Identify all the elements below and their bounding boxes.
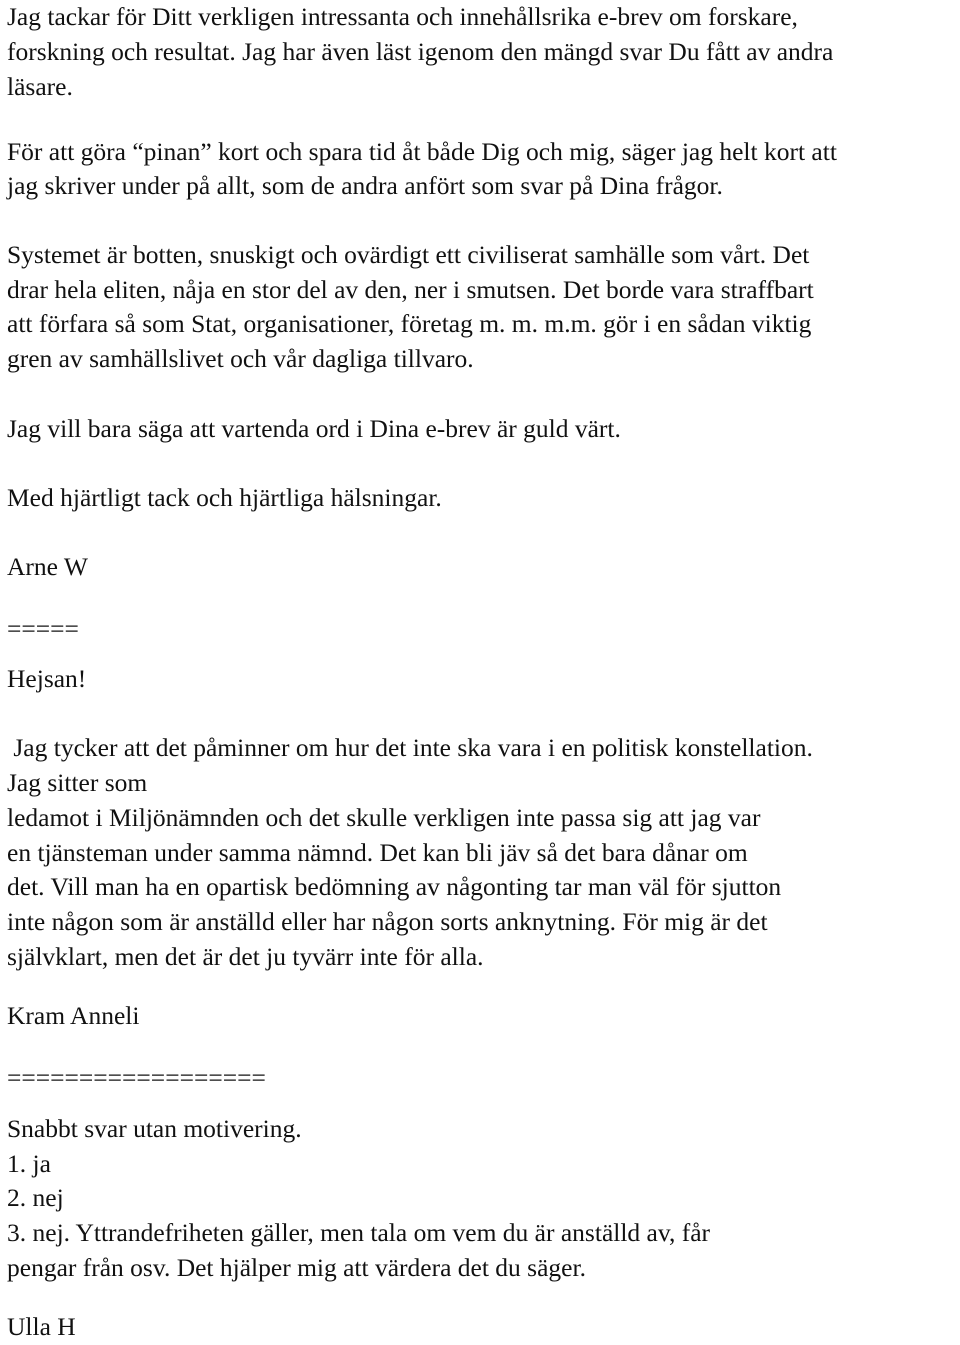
- signature: Arne W: [7, 552, 88, 581]
- closing-line: Med hjärtligt tack och hjärtliga hälsningar.: [7, 483, 442, 512]
- paragraph-line: Jag vill bara säga att vartenda ord i Dina e-brev är guld värt.: [7, 414, 621, 443]
- greeting: Hejsan!: [7, 664, 87, 693]
- paragraph-line: ledamot i Miljönämnden och det skulle verkligen inte passa sig att jag var: [7, 803, 761, 832]
- separator: ==================: [7, 1063, 266, 1092]
- paragraph-line: forskning och resultat. Jag har även läst igenom den mängd svar Du fått av andra: [7, 37, 834, 66]
- paragraph-line: För att göra “pinan” kort och spara tid åt både Dig och mig, säger jag helt kort att: [7, 137, 837, 166]
- paragraph-line: att förfara så som Stat, organisationer, företag m. m. m.m. gör i en sådan viktig: [7, 309, 812, 338]
- signature: Ulla H: [7, 1312, 76, 1341]
- list-item: 3. nej. Yttrandefriheten gäller, men tala om vem du är anställd av, får: [7, 1218, 711, 1247]
- list-item: 2. nej: [7, 1183, 64, 1212]
- list-item: 1. ja: [7, 1149, 51, 1178]
- paragraph-line: det. Vill man ha en opartisk bedömning av någonting tar man väl för sjutton: [7, 872, 782, 901]
- paragraph-line: självklart, men det är det ju tyvärr inte för alla.: [7, 942, 484, 971]
- paragraph-line: pengar från osv. Det hjälper mig att värdera det du säger.: [7, 1253, 586, 1282]
- paragraph-line: drar hela eliten, nåja en stor del av den, ner i smutsen. Det borde vara straffbart: [7, 275, 814, 304]
- paragraph-line: Jag tycker att det påminner om hur det inte ska vara i en politisk konstellation.: [7, 733, 813, 762]
- signature: Kram Anneli: [7, 1001, 140, 1030]
- paragraph-line: en tjänsteman under samma nämnd. Det kan bli jäv så det bara dånar om: [7, 838, 748, 867]
- paragraph-line: läsare.: [7, 72, 73, 101]
- paragraph-line: Jag tackar för Ditt verkligen intressanta och innehållsrika e-brev om forskare,: [7, 2, 798, 31]
- paragraph-line: jag skriver under på allt, som de andra anfört som svar på Dina frågor.: [7, 171, 723, 200]
- paragraph-line: gren av samhällslivet och vår dagliga tillvaro.: [7, 344, 474, 373]
- separator: =====: [7, 614, 79, 643]
- paragraph-line: inte någon som är anställd eller har någon sorts anknytning. För mig är det: [7, 907, 768, 936]
- paragraph-line: Snabbt svar utan motivering.: [7, 1114, 302, 1143]
- paragraph-line: Systemet är botten, snuskigt och ovärdigt ett civiliserat samhälle som vårt. Det: [7, 240, 810, 269]
- paragraph-line: Jag sitter som: [7, 768, 148, 797]
